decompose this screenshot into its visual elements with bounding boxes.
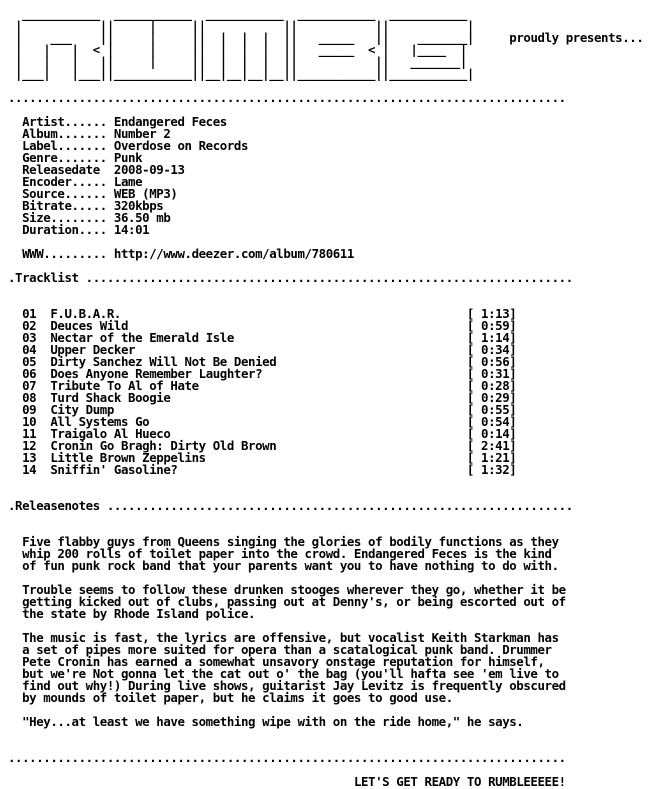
track-number: 04 — [22, 342, 37, 357]
release-note-paragraph — [8, 630, 566, 705]
track-title: Cronin Go Bragh: Dirty Old Brown — [50, 438, 277, 453]
logo-line: | | | < | | || | | | || _____ < | |____ | — [8, 42, 467, 57]
info-value: Number 2 — [113, 126, 171, 141]
www-label: WWW......... — [22, 246, 107, 261]
track-row: 12 Cronin Go Bragh: Dirty Old Brown [ 2:41] — [22, 438, 517, 453]
info-value: 2008-09-13 — [113, 162, 185, 177]
track-length: 0:29 — [481, 390, 510, 405]
track-title: Traigalo Al Hueco — [50, 426, 171, 441]
track-row: 06 Does Anyone Remember Laughter? [ 0:31] — [22, 366, 517, 381]
track-title: F.U.B.A.R. — [50, 306, 121, 321]
track-length: 0:59 — [481, 318, 510, 333]
track-length: 0:54 — [481, 414, 510, 429]
track-title: City Dump — [50, 402, 114, 417]
track-row: 05 Dirty Sanchez Will Not Be Denied [ 0:56] — [22, 354, 517, 369]
info-label: Bitrate..... — [22, 198, 107, 213]
release-notes — [8, 534, 566, 729]
track-title: Little Brown Zeppelins — [50, 450, 206, 465]
info-label: Duration.... — [22, 222, 107, 237]
track-row: 10 All Systems Go [ 0:54] — [22, 414, 517, 429]
nfo-document — [8, 8, 643, 788]
info-value: Overdose on Records — [113, 138, 249, 153]
track-number: 02 — [22, 318, 37, 333]
track-row: 03 Nectar of the Emerald Isle [ 1:14] — [22, 330, 517, 345]
note-line: by mounds of toilet paper, but he claims it goes to good use. — [22, 690, 453, 705]
track-title: Tribute To Al of Hate — [50, 378, 199, 393]
logo-line: | ___ || | || | | | || _____ || _______| — [8, 30, 474, 45]
note-line: Five flabby guys from Queens singing the glories of bodily functions as they — [22, 534, 559, 549]
info-label: Releasedate — [22, 162, 107, 177]
track-number: 09 — [22, 402, 37, 417]
release-note-paragraph — [8, 534, 559, 573]
track-number: 13 — [22, 450, 37, 465]
track-length: 1:32 — [481, 462, 510, 477]
tracklist-header: .Tracklist ..................................................................... — [8, 270, 573, 285]
track-number: 07 — [22, 378, 37, 393]
note-line: but we're Not gonna let the cat out o' the bag (you'll hafta see 'em live to — [22, 666, 559, 681]
track-number: 14 — [22, 462, 37, 477]
release-note-paragraph — [8, 582, 566, 621]
track-number: 05 — [22, 354, 37, 369]
track-length: 1:13 — [481, 306, 510, 321]
logo-line: |___| |___||___________||__|__|__|__||___________||___________| — [8, 66, 474, 81]
track-number: 06 — [22, 366, 37, 381]
info-label: Genre....... — [22, 150, 107, 165]
track-length: 1:21 — [481, 450, 510, 465]
info-label: Encoder..... — [22, 174, 107, 189]
track-number: 10 — [22, 414, 37, 429]
track-title: All Systems Go — [50, 414, 150, 429]
footer-text: LET'S GET READY TO RUMBLEEEEE! — [353, 774, 566, 789]
info-label: Artist...... — [22, 114, 107, 129]
track-length: 2:41 — [481, 438, 510, 453]
logo-line: ___________ ___________ ___________ ___________ ___________ — [8, 6, 467, 21]
releasenotes-header: .Releasenotes .................................................................. — [8, 498, 573, 513]
note-line: whip 200 rolls of toilet paper into the crowd. Endangered Feces is the kind — [22, 546, 552, 561]
info-value: 36.50 mb — [113, 210, 171, 225]
track-title: Turd Shack Boogie — [50, 390, 171, 405]
note-line: getting kicked out of clubs, passing out at Denny's, or being escorted out of — [22, 594, 566, 609]
note-line: Trouble seems to follow these drunken stooges wherever they go, whether it be — [22, 582, 566, 597]
info-value: Lame — [113, 174, 143, 189]
note-line: a set of pipes more suited for opera than a scatalogical punk band. Drummer — [22, 642, 552, 657]
track-length: 0:28 — [481, 378, 510, 393]
logo-line: | | | || | || | | | || || _______| — [8, 54, 467, 69]
track-number: 01 — [22, 306, 37, 321]
track-row: 02 Deuces Wild [ 0:59] — [22, 318, 517, 333]
track-number: 11 — [22, 426, 37, 441]
track-length: 0:55 — [481, 402, 510, 417]
info-value: 320kbps — [113, 198, 164, 213]
www-url: http://www.deezer.com/album/780611 — [113, 246, 354, 261]
info-value: Punk — [113, 150, 143, 165]
info-label: Source...... — [22, 186, 107, 201]
www-line — [8, 246, 354, 261]
track-row: 08 Turd Shack Boogie [ 0:29] — [22, 390, 517, 405]
track-length: 0:34 — [481, 342, 510, 357]
track-length: 0:14 — [481, 426, 510, 441]
note-line: "Hey...at least we have something wipe with on the ride home," he says. — [22, 714, 524, 729]
track-row: 04 Upper Decker [ 0:34] — [22, 342, 517, 357]
separator-top: ............................................................................... — [8, 90, 566, 105]
footer-line — [8, 774, 566, 789]
presents-label: proudly presents... — [509, 30, 644, 45]
info-label: Label....... — [22, 138, 107, 153]
track-row: 13 Little Brown Zeppelins [ 1:21] — [22, 450, 517, 465]
track-length: 0:56 — [481, 354, 510, 369]
track-row: 09 City Dump [ 0:55] — [22, 402, 517, 417]
info-label: Album....... — [22, 126, 107, 141]
track-title: Sniffin' Gasoline? — [50, 462, 178, 477]
track-number: 03 — [22, 330, 37, 345]
note-line: The music is fast, the lyrics are offensive, but vocalist Keith Starkman has — [22, 630, 559, 645]
logo-line: | || | || || || | — [8, 18, 474, 33]
track-number: 12 — [22, 438, 37, 453]
note-line: find out why!) During live shows, guitarist Jay Levitz is frequently obscured — [22, 678, 566, 693]
track-title: Nectar of the Emerald Isle — [50, 330, 234, 345]
track-row: 01 F.U.B.A.R. [ 1:13] — [22, 306, 517, 321]
tracklist — [8, 306, 516, 477]
rumble-ascii-logo — [8, 8, 643, 92]
info-value: Endangered Feces — [113, 114, 227, 129]
track-row: 14 Sniffin' Gasoline? [ 1:32] — [22, 462, 517, 477]
track-number: 08 — [22, 390, 37, 405]
track-length: 0:31 — [481, 366, 510, 381]
track-row: 11 Traigalo Al Hueco [ 0:14] — [22, 426, 517, 441]
note-line: Pete Cronin has earned a somewhat unsavory onstage reputation for himself, — [22, 654, 545, 669]
track-title: Deuces Wild — [50, 318, 129, 333]
info-label: Size........ — [22, 210, 107, 225]
track-title: Dirty Sanchez Will Not Be Denied — [50, 354, 277, 369]
separator-bottom: ............................................................................... — [8, 750, 566, 765]
note-line: of fun punk rock band that your parents want you to have nothing to do with. — [22, 558, 559, 573]
track-row: 07 Tribute To Al of Hate [ 0:28] — [22, 378, 517, 393]
track-title: Upper Decker — [50, 342, 136, 357]
info-value: 14:01 — [113, 222, 150, 237]
release-info — [8, 114, 248, 237]
track-length: 1:14 — [481, 330, 510, 345]
info-value: WEB (MP3) — [113, 186, 178, 201]
note-line: the state by Rhode Island police. — [22, 606, 256, 621]
track-title: Does Anyone Remember Laughter? — [50, 366, 263, 381]
release-note-paragraph — [8, 714, 523, 729]
